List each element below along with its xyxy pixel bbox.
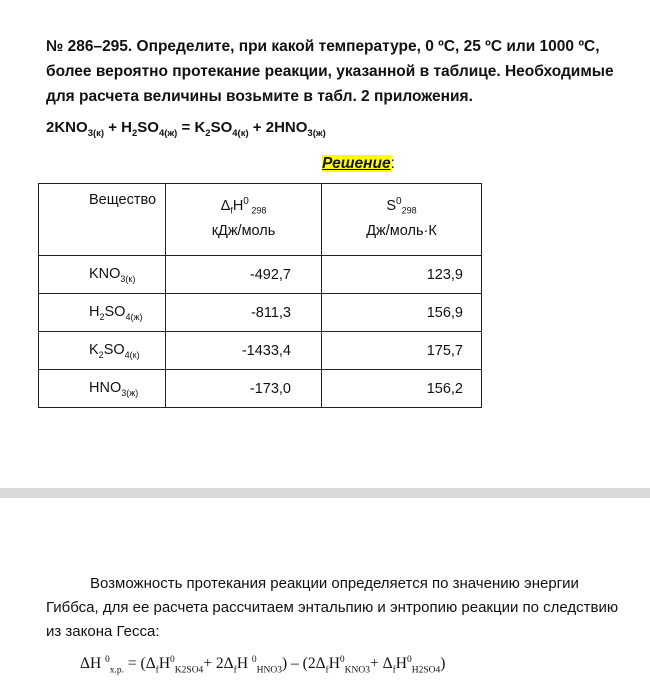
substance-formula: HNO [89, 379, 122, 396]
header-sub: 298 [248, 205, 267, 216]
formula-sub: H2SO4 [411, 665, 441, 676]
formula-part: ) [440, 655, 446, 673]
reaction-subscript: 4(ж) [158, 128, 178, 139]
explanation-paragraph [46, 572, 626, 644]
formula-part: + 2Δ [203, 655, 234, 673]
header-symbol: S [386, 197, 397, 214]
solution-heading [322, 155, 395, 173]
solution-colon: : [390, 155, 395, 172]
cell-entropy: 156,9 [322, 294, 482, 332]
header-sup: 0 [243, 196, 249, 207]
cell-enthalpy: -173,0 [166, 370, 322, 408]
reaction-equation [46, 119, 326, 139]
formula-sub: 2 [99, 311, 105, 322]
formula-sub: f [233, 665, 237, 676]
substance-formula: SO [104, 303, 126, 320]
formula-sup: 0 [170, 655, 175, 665]
header-substance: Вещество [39, 184, 166, 256]
reaction-subscript: 3(к) [87, 128, 105, 139]
formula-part: ΔH [80, 655, 106, 673]
formula-part: H [236, 655, 252, 673]
header-sup: 0 [396, 196, 402, 207]
formula-sup: 0 [339, 655, 345, 665]
header-entropy [322, 184, 482, 256]
cell-substance [39, 332, 166, 370]
formula-sub: f [392, 665, 396, 676]
reaction-subscript: 3(ж) [307, 128, 326, 139]
table-row [39, 256, 482, 294]
reaction-part: = K [177, 119, 206, 136]
table-row [39, 370, 482, 408]
formula-sub: 2 [98, 349, 104, 360]
cell-enthalpy: -811,3 [166, 294, 322, 332]
cell-substance [39, 370, 166, 408]
cell-enthalpy: -1433,4 [166, 332, 322, 370]
table-header-row [39, 184, 482, 256]
delta-symbol: Δ [220, 197, 231, 214]
formula-part: = (Δ [124, 655, 156, 673]
page-separator [0, 488, 650, 498]
formula-state: 3(ж) [121, 387, 139, 398]
header-unit: кДж/моль [211, 222, 276, 239]
formula-sub: х.р. [109, 665, 125, 676]
formula-sup: 0 [406, 655, 412, 665]
cell-enthalpy: -492,7 [166, 256, 322, 294]
formula-state: 4(к) [124, 349, 140, 360]
cell-entropy: 175,7 [322, 332, 482, 370]
formula-part: H [158, 655, 171, 673]
solution-label: Решение [322, 155, 391, 172]
reaction-part: SO [137, 119, 159, 136]
formula-state: 4(ж) [125, 311, 143, 322]
reaction-part: + H [104, 119, 132, 136]
reaction-subscript: 2 [205, 128, 211, 139]
formula-sub: K2SO4 [174, 665, 204, 676]
formula-part: ) – (2Δ [282, 655, 326, 673]
substance-formula: H [89, 303, 100, 320]
cell-substance [39, 256, 166, 294]
reaction-part: SO [210, 119, 233, 136]
formula-sub: HNO3 [256, 665, 282, 676]
formula-sup: 0 [251, 655, 257, 665]
reaction-subscript: 2 [132, 128, 138, 139]
formula-sub: f [325, 665, 329, 676]
reaction-part: + 2HNO [248, 119, 308, 136]
table-row [39, 332, 482, 370]
thermo-data-table [38, 183, 482, 408]
cell-entropy: 123,9 [322, 256, 482, 294]
header-unit: Дж/моль·К [366, 222, 437, 239]
header-sub: f [230, 205, 233, 216]
formula-state: 3(к) [120, 273, 136, 284]
formula-sup: 0 [105, 655, 110, 665]
problem-statement: № 286–295. Определите, при какой температуре, 0 ºС, 25 ºС или 1000 ºС, более вероятно протекание реакции, указанной в таблице. Необходимые для расчета величины возьмите в табл. 2 приложения. [46, 38, 614, 105]
formula-sub: KNO3 [344, 665, 371, 676]
formula-part: + Δ [370, 655, 393, 673]
formula-sub: f [155, 665, 159, 676]
cell-entropy: 156,2 [322, 370, 482, 408]
substance-formula: K [89, 341, 99, 358]
cell-substance [39, 294, 166, 332]
formula-part: H [395, 655, 407, 673]
hess-law-formula [80, 655, 445, 675]
substance-formula: KNO [89, 265, 121, 282]
reaction-part: 2KNO [46, 119, 88, 136]
paragraph-text: Возможность протекания реакции определяется по значению энергии Гиббса, для ее расчета рассчитаем энтальпию и энтропию реакции по следствию из закона Гесса: [46, 575, 619, 640]
formula-part: H [328, 655, 340, 673]
reaction-subscript: 4(к) [232, 128, 249, 139]
header-enthalpy [166, 184, 322, 256]
document-page-2 [0, 498, 650, 686]
table-row [39, 294, 482, 332]
substance-formula: SO [103, 341, 125, 358]
header-sub: 298 [401, 205, 417, 216]
header-symbol: H [232, 197, 244, 214]
